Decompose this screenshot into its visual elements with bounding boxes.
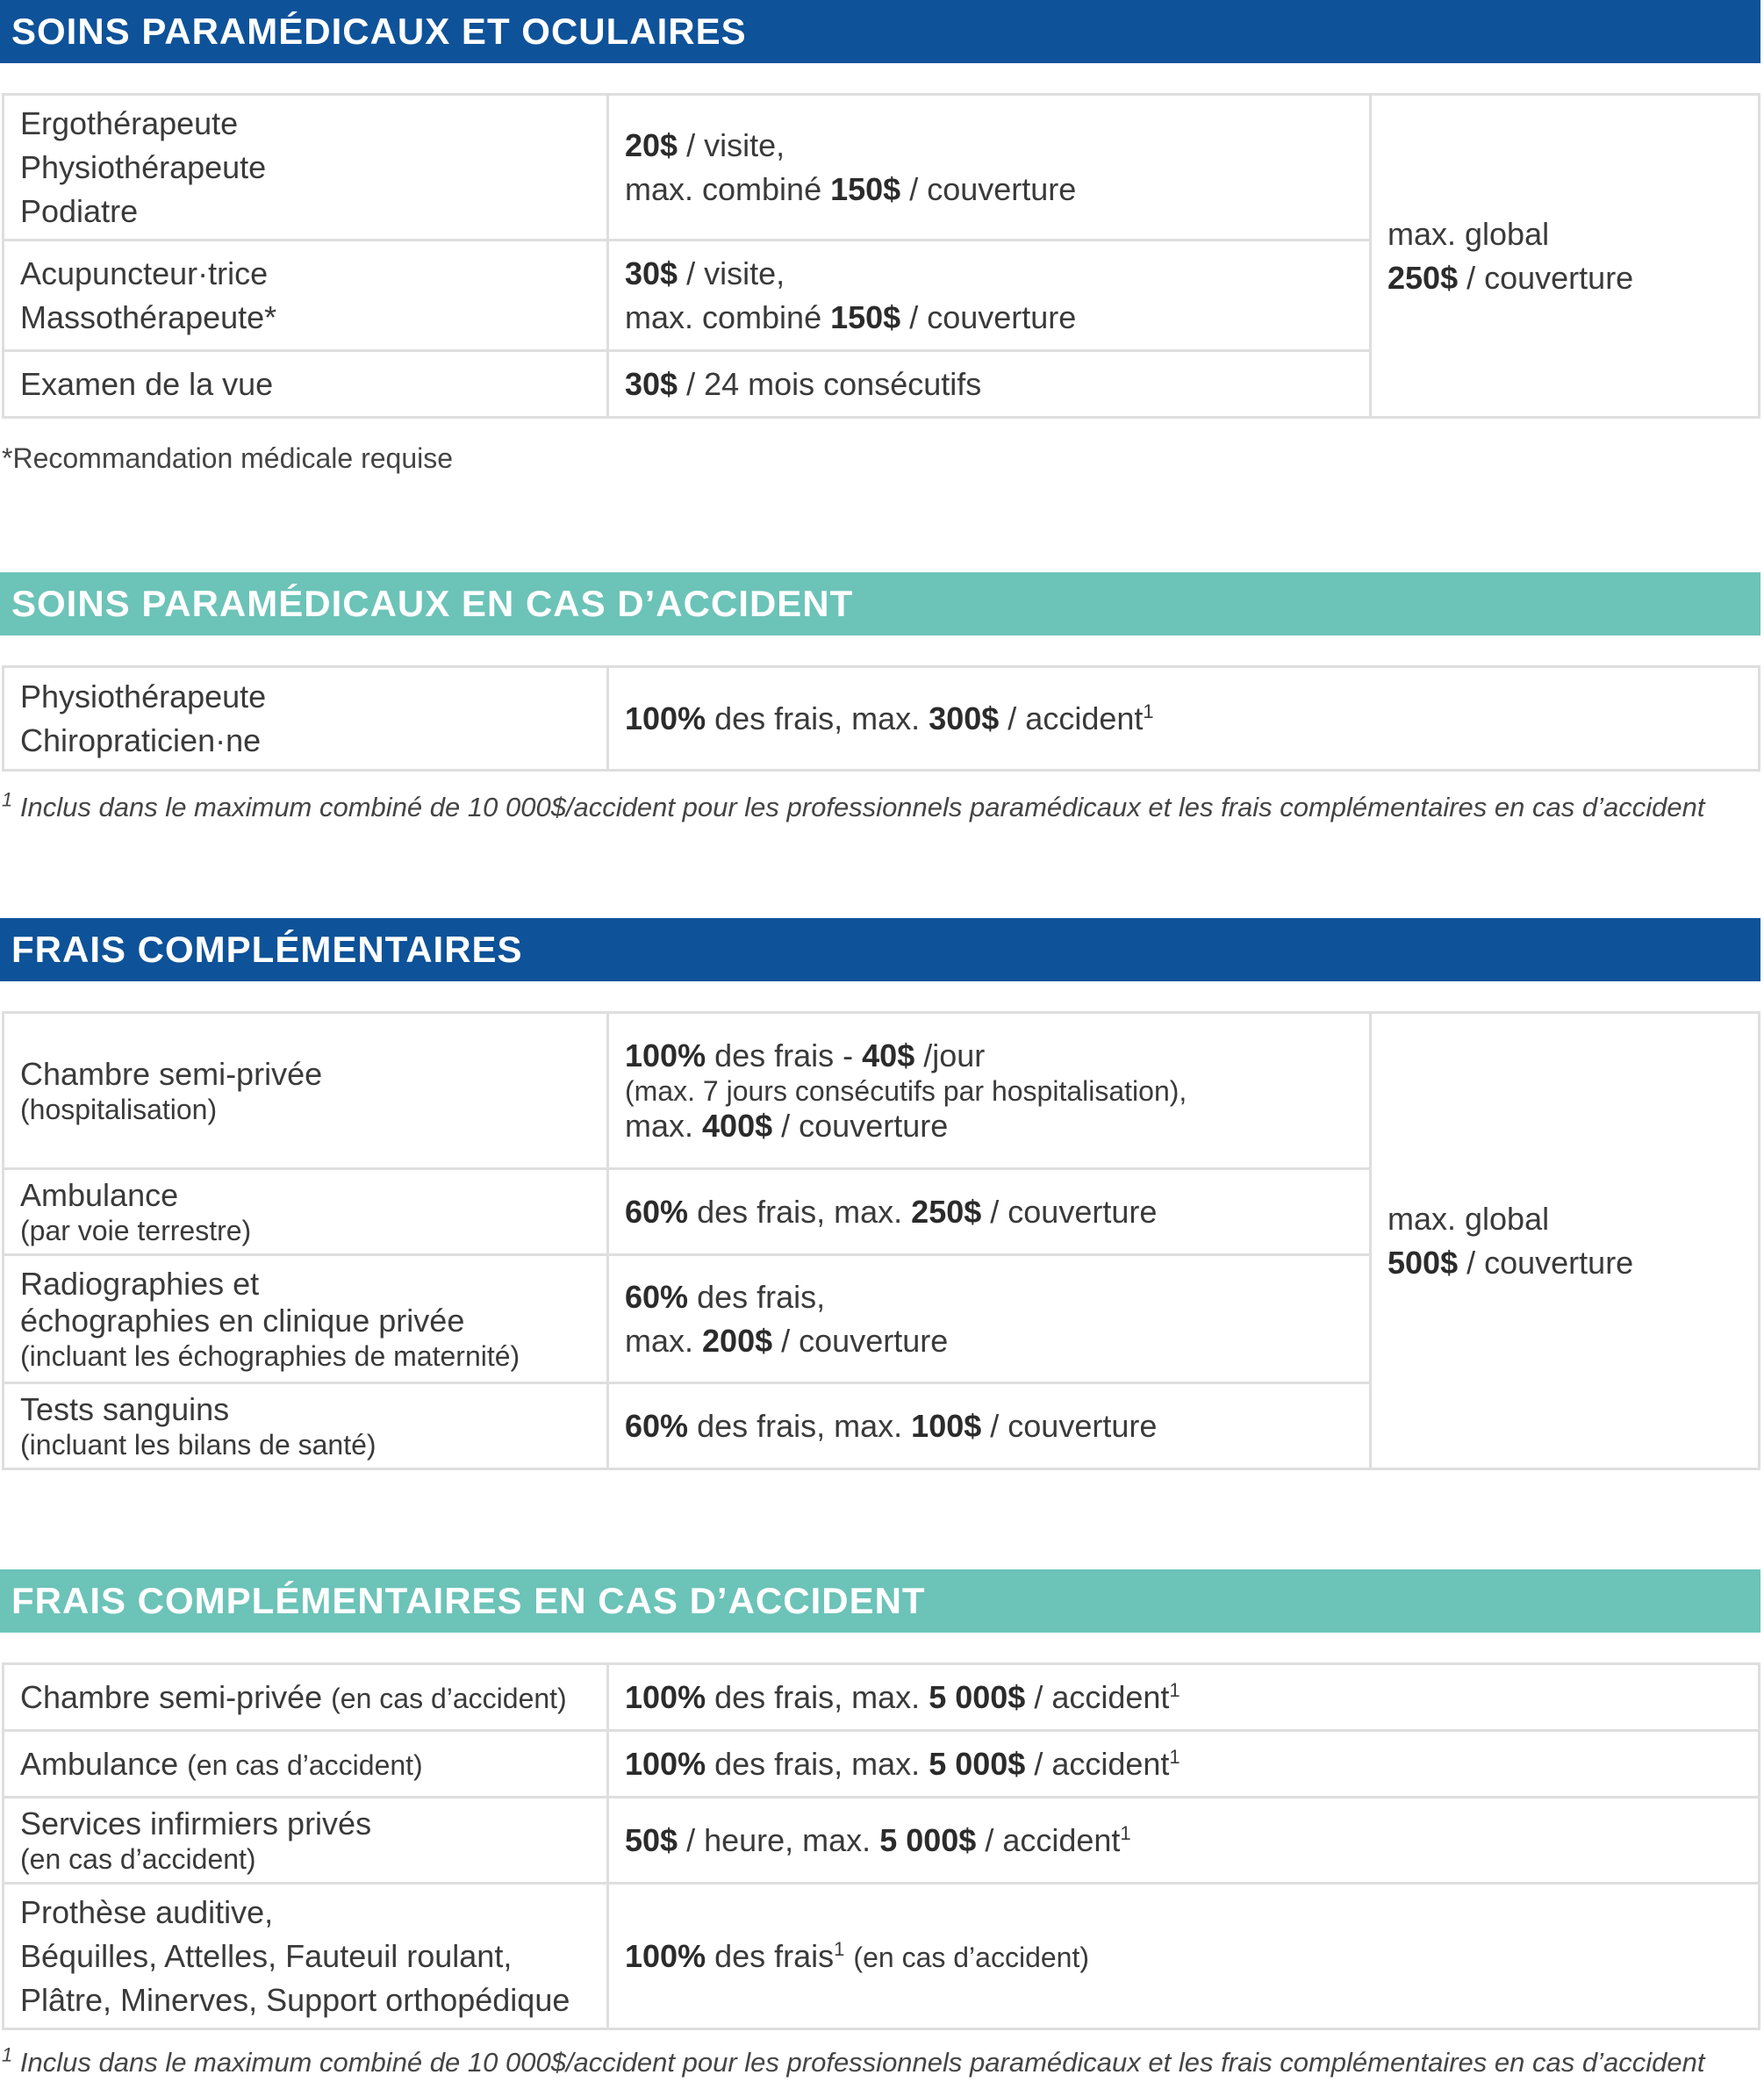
table-row [4, 1013, 1760, 1169]
footnote: *Recommandation médicale requise [2, 442, 454, 474]
section-header-complementary-accident [0, 1569, 1760, 1633]
coverage-cell [608, 95, 1371, 241]
coverage-detail: (max. 7 jours consécutifs par hospitalisation), [625, 1074, 1187, 1107]
coverage-cell [608, 1884, 1760, 2029]
service-label: Radiographies et [20, 1265, 260, 1302]
percentage: 100% [625, 1037, 706, 1073]
unit: / couverture [781, 1107, 949, 1144]
coverage-sublabel: (en cas d’accident) [853, 1941, 1089, 1973]
table-paramedical-ocular [2, 93, 1760, 419]
table-complementary-fees [2, 1011, 1760, 1470]
section-title: FRAIS COMPLÉMENTAIRES [11, 929, 523, 970]
amount: 400$ [702, 1107, 773, 1144]
unit: / couverture [909, 298, 1077, 335]
table-row [4, 95, 1760, 241]
footnote-text: Inclus dans le maximum combiné de 10 000$/accident pour les professionnels paramédicaux et les frais complémentaires en cas d’accident [19, 792, 1705, 822]
service-label: Ambulance [20, 1745, 179, 1782]
service-cell [4, 1798, 608, 1884]
service-sublabel: (incluant les bilans de santé) [20, 1428, 376, 1461]
service-label: Examen de la vue [20, 365, 274, 402]
percentage: 60% [625, 1193, 689, 1230]
service-label: Plâtre, Minerves, Support orthopédique [20, 1981, 570, 2018]
section-title: SOINS PARAMÉDICAUX ET OCULAIRES [11, 11, 747, 52]
amount: 30$ [625, 365, 678, 402]
service-sublabel: (en cas d’accident) [20, 1842, 256, 1875]
service-sublabel: (en cas d’accident) [331, 1682, 567, 1714]
coverage-text: des frais, max. [714, 1678, 921, 1715]
amount: 300$ [929, 700, 1000, 736]
table-row [4, 1884, 1760, 2029]
coverage-text: max. [625, 1107, 694, 1144]
unit: /jour [923, 1037, 986, 1073]
amount: 200$ [702, 1322, 773, 1359]
unit: / couverture [909, 170, 1077, 207]
footnote [2, 788, 1705, 823]
coverage-cell [608, 1013, 1371, 1169]
footnote-marker: 1 [1143, 700, 1154, 722]
unit: / couverture [1466, 1244, 1634, 1281]
service-label: Physiothérapeute [20, 148, 267, 185]
amount: 150$ [830, 170, 901, 207]
unit: / visite, [686, 126, 785, 163]
unit: / couverture [781, 1322, 949, 1359]
service-label: Services infirmiers privés [20, 1805, 372, 1841]
footnote-marker: 1 [1120, 1821, 1131, 1844]
service-cell [4, 1731, 608, 1798]
section-title: SOINS PARAMÉDICAUX EN CAS D’ACCIDENT [11, 583, 854, 624]
unit: / couverture [990, 1193, 1158, 1230]
service-cell [4, 1013, 608, 1169]
service-label: Prothèse auditive, [20, 1893, 274, 1930]
service-cell [4, 1255, 608, 1383]
percentage: 100% [625, 1745, 706, 1782]
service-label: Chambre semi-privée [20, 1055, 323, 1092]
amount: 150$ [830, 298, 901, 335]
unit: / accident [1034, 1678, 1170, 1715]
percentage: 100% [625, 1678, 706, 1715]
unit: / 24 mois consécutifs [686, 365, 982, 402]
global-label: max. global [1388, 215, 1550, 252]
amount: 20$ [625, 126, 678, 163]
coverage-cell [608, 1664, 1760, 1731]
global-amount: 250$ [1388, 259, 1459, 296]
service-label: Chambre semi-privée [20, 1678, 323, 1715]
table-paramedical-accident [2, 665, 1760, 772]
service-label: Chiropraticien·ne [20, 722, 262, 758]
global-label: max. global [1388, 1200, 1550, 1237]
table-row [4, 1798, 1760, 1884]
coverage-cell [608, 667, 1760, 771]
section-title: FRAIS COMPLÉMENTAIRES EN CAS D’ACCIDENT [11, 1580, 926, 1621]
amount: 5 000$ [879, 1821, 977, 1858]
section-header-paramedical-ocular [0, 0, 1760, 63]
footnote-marker: 1 [2, 2043, 13, 2066]
service-label: échographies en clinique privée [20, 1302, 465, 1339]
coverage-text: des frais [714, 1937, 835, 1974]
service-label: Tests sanguins [20, 1390, 230, 1427]
section-header-complementary-fees [0, 918, 1760, 981]
amount: 250$ [911, 1193, 982, 1230]
service-label: Physiothérapeute [20, 678, 267, 714]
service-cell [4, 667, 608, 771]
service-label: Podiatre [20, 192, 139, 229]
amount: 50$ [625, 1821, 678, 1858]
global-max-cell [1371, 1013, 1760, 1469]
service-cell [4, 1169, 608, 1255]
service-label: Béquilles, Attelles, Fauteuil roulant, [20, 1937, 513, 1974]
table-row [4, 667, 1760, 771]
footnote-marker: 1 [1169, 1745, 1180, 1768]
coverage-text: des frais - [714, 1037, 854, 1073]
unit: / accident [1007, 700, 1144, 736]
footnote-text: Inclus dans le maximum combiné de 10 000$/accident pour les professionnels paramédicaux et les frais complémentaires en cas d’accident [19, 2047, 1705, 2078]
coverage-cell [608, 1798, 1760, 1884]
service-cell [4, 95, 608, 241]
unit: / couverture [990, 1407, 1158, 1444]
service-sublabel: (par voie terrestre) [20, 1214, 252, 1246]
amount: 5 000$ [929, 1678, 1026, 1715]
footnote-marker: 1 [1169, 1678, 1180, 1701]
combined-prefix: max. combiné [625, 170, 822, 207]
service-cell [4, 1383, 608, 1469]
coverage-text: des frais, max. [697, 1193, 903, 1230]
coverage-text: max. [625, 1322, 694, 1359]
service-cell [4, 1664, 608, 1731]
unit: / couverture [1466, 259, 1634, 296]
service-sublabel: (incluant les échographies de maternité) [20, 1339, 520, 1372]
coverage-cell [608, 1383, 1371, 1469]
coverage-text: des frais, max. [714, 700, 921, 736]
percentage: 100% [625, 700, 706, 736]
service-sublabel: (hospitalisation) [20, 1093, 218, 1125]
coverage-cell [608, 351, 1371, 418]
coverage-cell [608, 1169, 1371, 1255]
unit: / accident [985, 1821, 1121, 1858]
percentage: 60% [625, 1407, 689, 1444]
table-complementary-accident [2, 1662, 1760, 2030]
service-cell [4, 1884, 608, 2029]
amount: 5 000$ [929, 1745, 1026, 1782]
coverage-text: des frais, [697, 1278, 826, 1315]
footnote-marker: 1 [834, 1937, 845, 1960]
table-row [4, 1731, 1760, 1798]
amount: 30$ [625, 255, 678, 291]
percentage: 100% [625, 1937, 706, 1974]
coverage-text: des frais, max. [697, 1407, 903, 1444]
service-sublabel: (en cas d’accident) [187, 1748, 423, 1781]
unit: / visite, [686, 255, 785, 291]
section-header-paramedical-accident [0, 572, 1760, 635]
coverage-cell [608, 241, 1371, 351]
footnote [2, 2043, 1705, 2078]
service-cell [4, 241, 608, 351]
global-max-cell [1371, 95, 1760, 418]
service-label: Ambulance [20, 1176, 179, 1213]
percentage: 60% [625, 1278, 689, 1315]
footnote-marker: 1 [2, 788, 13, 811]
amount: 40$ [862, 1037, 915, 1073]
service-label: Massothérapeute* [20, 298, 277, 335]
global-amount: 500$ [1388, 1244, 1459, 1281]
coverage-cell [608, 1731, 1760, 1798]
combined-prefix: max. combiné [625, 298, 822, 335]
service-cell [4, 351, 608, 418]
table-row [4, 1664, 1760, 1731]
coverage-cell [608, 1255, 1371, 1383]
amount: 100$ [911, 1407, 982, 1444]
service-label: Ergothérapeute [20, 104, 239, 141]
coverage-text: des frais, max. [714, 1745, 921, 1782]
coverage-text: / heure, max. [686, 1821, 871, 1858]
unit: / accident [1034, 1745, 1170, 1782]
service-label: Acupuncteur·trice [20, 255, 269, 291]
